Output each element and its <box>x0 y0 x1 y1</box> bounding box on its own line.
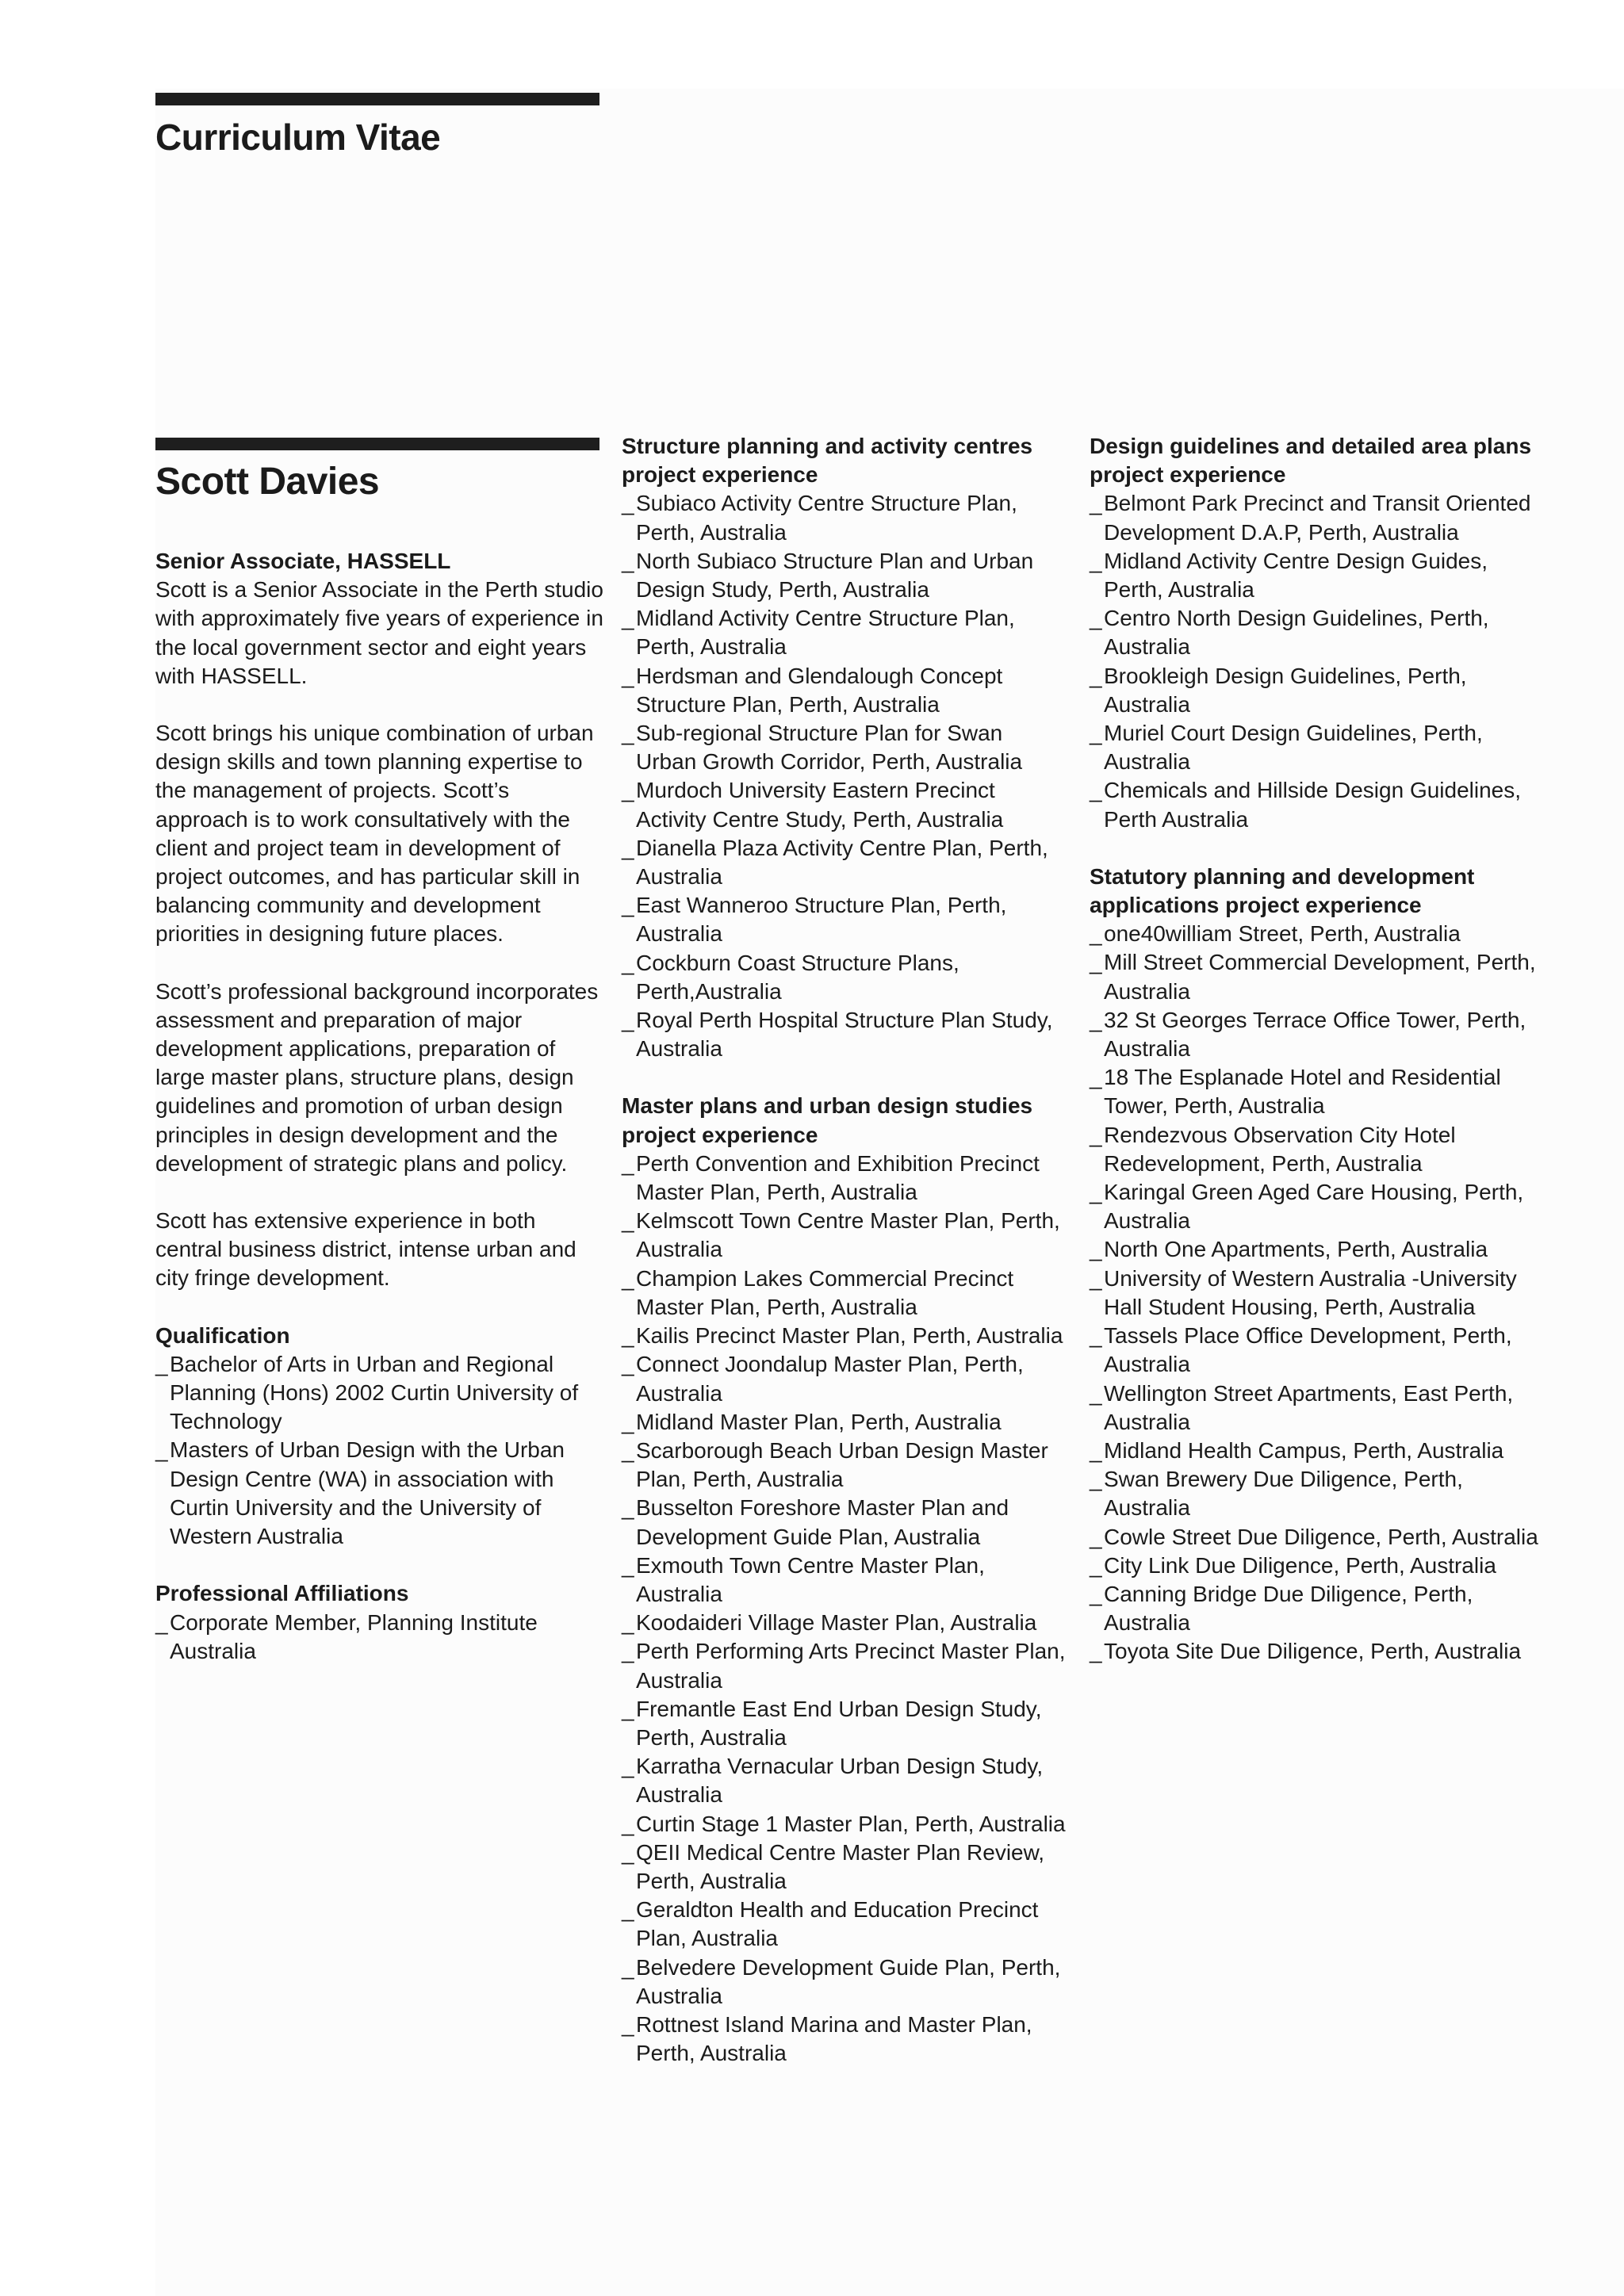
name-rule <box>155 438 599 450</box>
list-item: _ Exmouth Town Centre Master Plan, Australia <box>622 1552 1066 1609</box>
list-item: _ Murdoch University Eastern Precinct Activity Centre Study, Perth, Australia <box>622 776 1066 833</box>
list-item: _ Cockburn Coast Structure Plans, Perth,Australia <box>622 949 1066 1006</box>
title-rule <box>155 93 599 105</box>
experience-column-middle <box>622 432 1066 2096</box>
list-item: _ Curtin Stage 1 Master Plan, Perth, Australia <box>622 1810 1066 1839</box>
qualification-section <box>155 1322 604 1552</box>
list-item: _ 32 St Georges Terrace Office Tower, Perth, Australia <box>1090 1006 1542 1063</box>
list-item: _ Subiaco Activity Centre Structure Plan, Perth, Australia <box>622 489 1066 546</box>
list-item: _ one40william Street, Perth, Australia <box>1090 920 1542 948</box>
list-item: _ Rottnest Island Marina and Master Plan, Perth, Australia <box>622 2011 1066 2068</box>
experience-column-right <box>1090 432 1542 1695</box>
list-item: _ Muriel Court Design Guidelines, Perth, Australia <box>1090 719 1542 776</box>
list-item: _ Herdsman and Glendalough Concept Structure Plan, Perth, Australia <box>622 662 1066 719</box>
list-item: _ Connect Joondalup Master Plan, Perth, Australia <box>622 1350 1066 1407</box>
list-item: _ Corporate Member, Planning Institute Australia <box>155 1609 604 1666</box>
list-item: _ Swan Brewery Due Diligence, Perth, Australia <box>1090 1465 1542 1522</box>
list-item: _ North Subiaco Structure Plan and Urban Design Study, Perth, Australia <box>622 547 1066 604</box>
list-item: _ Dianella Plaza Activity Centre Plan, Perth, Australia <box>622 834 1066 891</box>
list-item: _ Geraldton Health and Education Precinct Plan, Australia <box>622 1896 1066 1953</box>
person-name: Scott Davies <box>155 461 380 503</box>
list-item: _ Sub-regional Structure Plan for Swan Urban Growth Corridor, Perth, Australia <box>622 719 1066 776</box>
bio-paragraph: Scott is a Senior Associate in the Perth studio with approximately five years of experience in the local government sector and eight years with HASSELL. <box>155 577 603 688</box>
section-heading: Design guidelines and detailed area plans project experience <box>1090 434 1532 488</box>
list-item: _ Perth Performing Arts Precinct Master Plan, Australia <box>622 1637 1066 1694</box>
list-item: _ Centro North Design Guidelines, Perth, Australia <box>1090 604 1542 661</box>
list-item: _ Chemicals and Hillside Design Guidelines, Perth Australia <box>1090 776 1542 833</box>
list-item: _ Mill Street Commercial Development, Perth, Australia <box>1090 948 1542 1005</box>
list-item: _ Midland Health Campus, Perth, Australia <box>1090 1437 1542 1465</box>
list-item: _ Cowle Street Due Diligence, Perth, Australia <box>1090 1523 1542 1552</box>
section-heading: Structure planning and activity centres project experience <box>622 434 1033 488</box>
list-item: _ Midland Activity Centre Structure Plan, Perth, Australia <box>622 604 1066 661</box>
design-guidelines-list <box>1090 489 1542 833</box>
list-item: _ Bachelor of Arts in Urban and Regional Planning (Hons) 2002 Curtin University of Technology <box>155 1350 604 1437</box>
statutory-planning-list <box>1090 920 1542 1666</box>
affiliations-heading: Professional Affiliations <box>155 1581 409 1606</box>
list-item: _ Scarborough Beach Urban Design Master Plan, Perth, Australia <box>622 1437 1066 1494</box>
list-item: _ North One Apartments, Perth, Australia <box>1090 1235 1542 1264</box>
list-item: _ Midland Master Plan, Perth, Australia <box>622 1408 1066 1437</box>
structure-planning-section <box>622 432 1066 1063</box>
list-item: _ Fremantle East End Urban Design Study, Perth, Australia <box>622 1695 1066 1752</box>
section-heading: Statutory planning and development applications project experience <box>1090 863 1475 918</box>
list-item: _ Belvedere Development Guide Plan, Perth, Australia <box>622 1954 1066 2011</box>
master-plans-list <box>622 1150 1066 2068</box>
list-item: _ Tassels Place Office Development, Perth, Australia <box>1090 1322 1542 1379</box>
design-guidelines-section <box>1090 432 1542 834</box>
list-item: _ Canning Bridge Due Diligence, Perth, Australia <box>1090 1580 1542 1637</box>
master-plans-section <box>622 1092 1066 2068</box>
document-title: Curriculum Vitae <box>155 117 441 158</box>
section-heading: Master plans and urban design studies project experience <box>622 1093 1033 1147</box>
list-item: _ Koodaideri Village Master Plan, Australia <box>622 1609 1066 1637</box>
list-item: _ Royal Perth Hospital Structure Plan Study, Australia <box>622 1006 1066 1063</box>
affiliations-list <box>155 1609 604 1666</box>
list-item: _ Busselton Foreshore Master Plan and Development Guide Plan, Australia <box>622 1494 1066 1551</box>
list-item: _ Brookleigh Design Guidelines, Perth, Australia <box>1090 662 1542 719</box>
affiliations-section <box>155 1579 604 1666</box>
role-title: Senior Associate, HASSELL <box>155 549 451 573</box>
bio-paragraph: Scott brings his unique combination of urban design skills and town planning expertise to the management of projects. Scott’s approach is to work consultatively with the client and project team in development of project outcomes, and has particular skill in balancing community and development priorities in designing future places. <box>155 721 594 947</box>
qualification-heading: Qualification <box>155 1322 290 1348</box>
bio-paragraph: Scott has extensive experience in both central business district, intense urban and city fringe development. <box>155 1208 576 1291</box>
list-item: _ Karratha Vernacular Urban Design Study, Australia <box>622 1752 1066 1809</box>
statutory-planning-section <box>1090 863 1542 1667</box>
list-item: _ Wellington Street Apartments, East Perth, Australia <box>1090 1380 1542 1437</box>
list-item: _ 18 The Esplanade Hotel and Residential Tower, Perth, Australia <box>1090 1063 1542 1120</box>
list-item: _ QEII Medical Centre Master Plan Review, Perth, Australia <box>622 1839 1066 1896</box>
list-item: _ Kailis Precinct Master Plan, Perth, Australia <box>622 1322 1066 1350</box>
structure-planning-list <box>622 489 1066 1063</box>
list-item: _ City Link Due Diligence, Perth, Australia <box>1090 1552 1542 1580</box>
list-item: _ East Wanneroo Structure Plan, Perth, Australia <box>622 891 1066 948</box>
qualification-list <box>155 1350 604 1551</box>
list-item: _ University of Western Australia -University Hall Student Housing, Perth, Australia <box>1090 1265 1542 1322</box>
list-item: _ Midland Activity Centre Design Guides, Perth, Australia <box>1090 547 1542 604</box>
list-item: _ Kelmscott Town Centre Master Plan, Perth, Australia <box>622 1207 1066 1264</box>
list-item: _ Rendezvous Observation City Hotel Redevelopment, Perth, Australia <box>1090 1121 1542 1178</box>
list-item: _ Perth Convention and Exhibition Precinct Master Plan, Perth, Australia <box>622 1150 1066 1207</box>
list-item: _ Karingal Green Aged Care Housing, Perth, Australia <box>1090 1178 1542 1235</box>
list-item: _ Belmont Park Precinct and Transit Oriented Development D.A.P, Perth, Australia <box>1090 489 1542 546</box>
list-item: _ Masters of Urban Design with the Urban Design Centre (WA) in association with Curtin University and the University of Western Australia <box>155 1436 604 1551</box>
list-item: _ Toyota Site Due Diligence, Perth, Australia <box>1090 1637 1542 1666</box>
profile-column <box>155 547 604 1694</box>
list-item: _ Champion Lakes Commercial Precinct Master Plan, Perth, Australia <box>622 1265 1066 1322</box>
bio-paragraph: Scott’s professional background incorporates assessment and preparation of major development applications, preparation of large master plans, structure plans, design guidelines and promotion of urban design principles in design development and the development of strategic plans and policy. <box>155 978 599 1176</box>
